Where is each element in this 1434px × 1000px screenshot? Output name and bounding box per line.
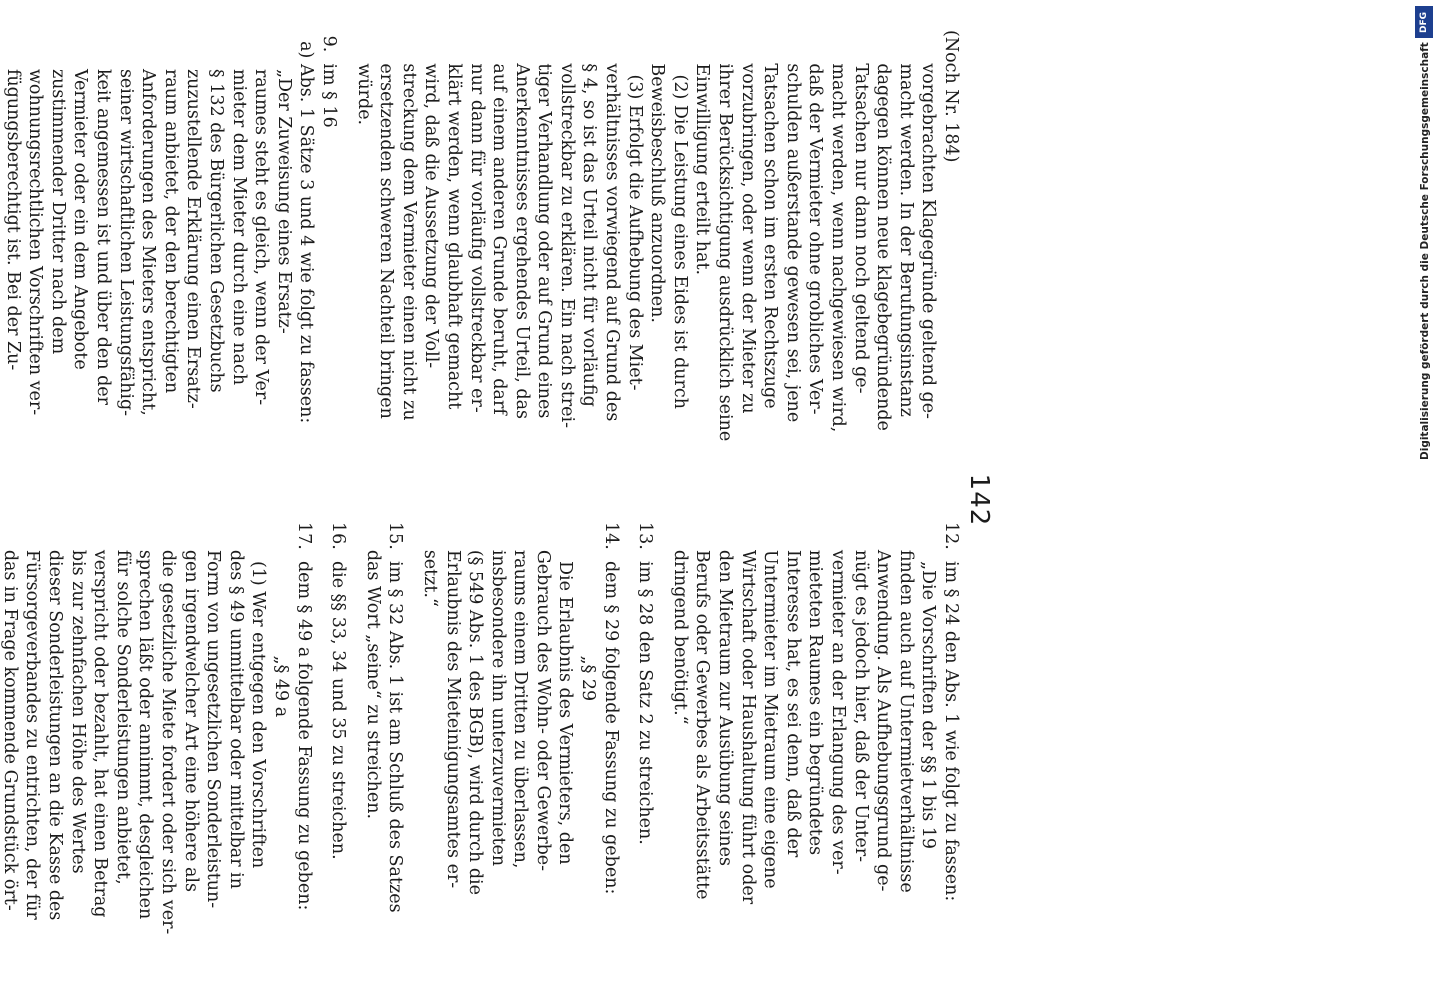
digitization-note: Digitalisierung gefördert durch die Deutsche Forschungsgemeinschaft — [1419, 42, 1431, 460]
text-block: 9. im § 16 a) Abs. 1 Sätze 3 und 4 wie folgt zu fassen: „Der Zuweisung eines Ersatz- raumes steht es gleich, wenn der Ver- mieter dem Mieter durch eine nach § 132 des Bürgerlichen Gesetzbuchs zuzustellende Erklärung einen Ersatz- raum anbietet, der den berechtigten Anforderungen des Mieters entspricht, seiner wirtschaftlichen Leistungsfähig- keit angemessen ist und über den der Vermieter oder ein dem Angebote zustimmender Dritter nach dem wohnungsrechtlichen Vorschriften ver- fügungsberechtigt ist. Bei der Zu- — [2, 35, 339, 424]
left-column — [0, 30, 962, 480]
text-block: 13. im § 28 den Satz 2 zu streichen. — [635, 522, 656, 845]
text-block: (Noch Nr. 184) vorgebrachten Klagegründe geltend ge- macht werden. In der Berufungsinstanz dagegen können neue klagebegründende Tatsachen nur dann noch geltend ge- macht werden, wenn nachgewiesen wird, daß der Vermieter ohne grobliches Ver- schulden außerstande gewesen sei, jene Tatsachen schon im ersten Rechtszuge vorzubringen, oder wenn der Mieter zu ihrer Berücksichtigung ausdrücklich seine Einwilligung erteilt hat. (2) Die Leistung eines Eides ist durch Beweisbeschluß anzuordnen. (3) Erfolgt die Aufhebung des Miet- verhältnisses vorwiegend auf Grund des § 4, so ist das Urteil nicht für vorläufig vollstreckbar zu erklären. Ein nach strei- tiger Verhandlung oder auf Grund eines Anerkenntnisses ergehendes Urteil, das auf einem anderen Grunde beruht, darf nur dann für vorläufig vollstreckbar er- klärt werden, wenn glaubhaft gemacht wird, daß die Aussetzung der Voll- streckung dem Vermieter einen nicht zu ersetzenden schweren Nachteil bringen würde. — [353, 30, 961, 442]
text-block: 14. dem § 29 folgende Fassung zu geben: „§ 29 Die Erlaubnis des Vermieters, den Gebrauch des Wohn- oder Gewerbe- raums einem Dritten zu überlassen, insbesondere ihn unterzuvermieten (§ 549 Abs. 1 des BGB), wird durch die Erlaubnis des Mieteinigungsamtes er- setzt.“ — [419, 522, 621, 895]
text-block: 15. im § 32 Abs. 1 ist am Schluß des Satzes das Wort „seine“ zu streichen. — [362, 522, 406, 913]
page-number: 142 — [964, 473, 994, 527]
right-column — [0, 522, 962, 972]
dfg-logo: DFG — [1415, 6, 1433, 38]
text-block: 12. im § 24 den Abs. 1 wie folgt zu fassen: „Die Vorschriften der §§ 1 bis 19 finden auch auf Untermietverhältnisse Anwendung. Als Aufhebungsgrund ge- nügt es jedoch hier, daß der Unter- vermieter an der Erlangung des ver- mieteten Raumes ein begründetes Interesse hat, es sei denn, daß der Untermieter im Mietraum eine eigene Wirtschaft oder Haushaltung führt oder den Mietraum zur Ausübung seines Berufs oder Gewerbes als Arbeitsstätte dringend benötigt.“ — [669, 522, 961, 905]
text-block: 17. dem § 49 a folgende Fassung zu geben: „§ 49 a (1) Wer entgegen den Vorschriften des § 49 unmittelbar oder mittelbar in Form von ungesetzlichen Sonderleistun- gen irgendwelcher Art eine höhere als die gesetzliche Miete fordert oder sich ver- sprechen läßt oder annimmt, desgleichen für solche Sonderleistungen anbietet, verspricht oder bezahlt, hat einen Betrag bis zur zehnfachen Höhe des Wertes dieser Sonderleistungen an die Kasse des Fürsorgeverbandes zu entrichten, der für das in Frage kommende Grundstück ört- — [0, 522, 314, 935]
text-block: 16. die §§ 33, 34 und 35 zu streichen. — [328, 522, 349, 860]
